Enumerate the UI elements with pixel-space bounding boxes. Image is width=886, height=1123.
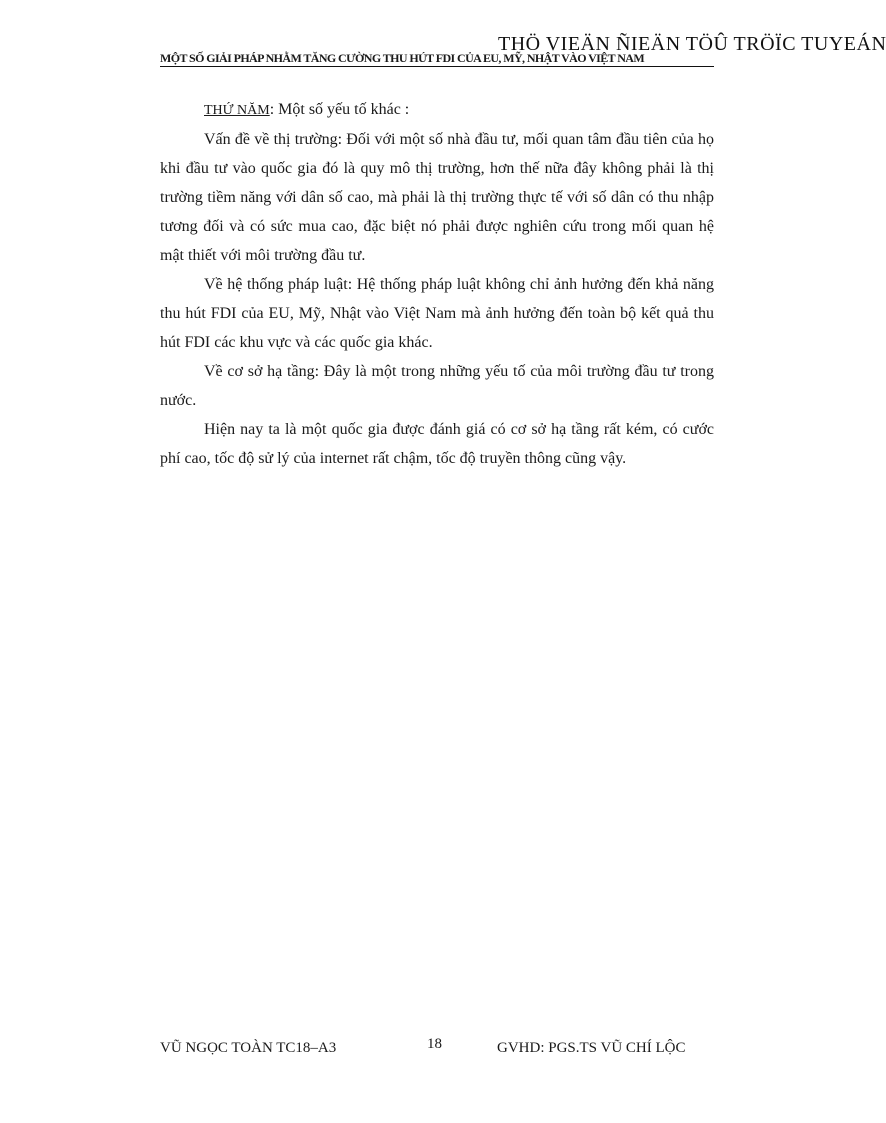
footer-author: VŨ NGỌC TOÀN TC18–A3 (160, 1040, 337, 1056)
paragraph-infrastructure: Về cơ sở hạ tầng: Đây là một trong những yếu tố của môi trường đầu tư trong nước. (160, 363, 714, 409)
footer-supervisor: GVHD: PGS.TS VŨ CHÍ LỘC (497, 1040, 686, 1056)
page-number: 18 (427, 1036, 442, 1052)
section-title: : Một số yếu tố khác : (269, 101, 410, 118)
paragraph-current-state: Hiện nay ta là một quốc gia được đánh giá có cơ sở hạ tầng rất kém, có cước phí cao, tốc độ sử lý của internet rất chậm, tốc độ truyền thông cũng vậy. (160, 421, 714, 467)
page-footer (160, 1036, 714, 1060)
paragraph-market: Vấn đề về thị trường: Đối với một số nhà đầu tư, mối quan tâm đầu tiên của họ khi đầu tư vào quốc gia đó là quy mô thị trường, hơn thế nữa đây không phải là thị trường tiềm năng với dân số cao, mà phải là thị trường thực tế với số dân có thu nhập tương đối và có sức mua cao, đặc biệt nó phải được nghiên cứu trong mối quan hệ mật thiết với môi trường đầu tư. (160, 131, 714, 264)
section-label: THỨ NĂM (204, 103, 270, 118)
running-header: MỘT SỐ GIẢI PHÁP NHẰM TĂNG CƯỜNG THU HÚT FDI CỦA EU, MỸ, NHẬT VÀO VIỆT NAM (160, 51, 714, 67)
section-heading (160, 95, 714, 125)
watermark-text: THÖ VIEÄN ÑIEÄN TÖÛ TRÖÏC TUYEÁN (498, 33, 886, 55)
paragraph-legal-system: Về hệ thống pháp luật: Hệ thống pháp luật không chỉ ảnh hưởng đến khả năng thu hút FDI của EU, Mỹ, Nhật vào Việt Nam mà ảnh hưởng đến toàn bộ kết quả thu hút FDI các khu vực và các quốc gia khác. (160, 276, 714, 351)
document-body (160, 95, 714, 473)
